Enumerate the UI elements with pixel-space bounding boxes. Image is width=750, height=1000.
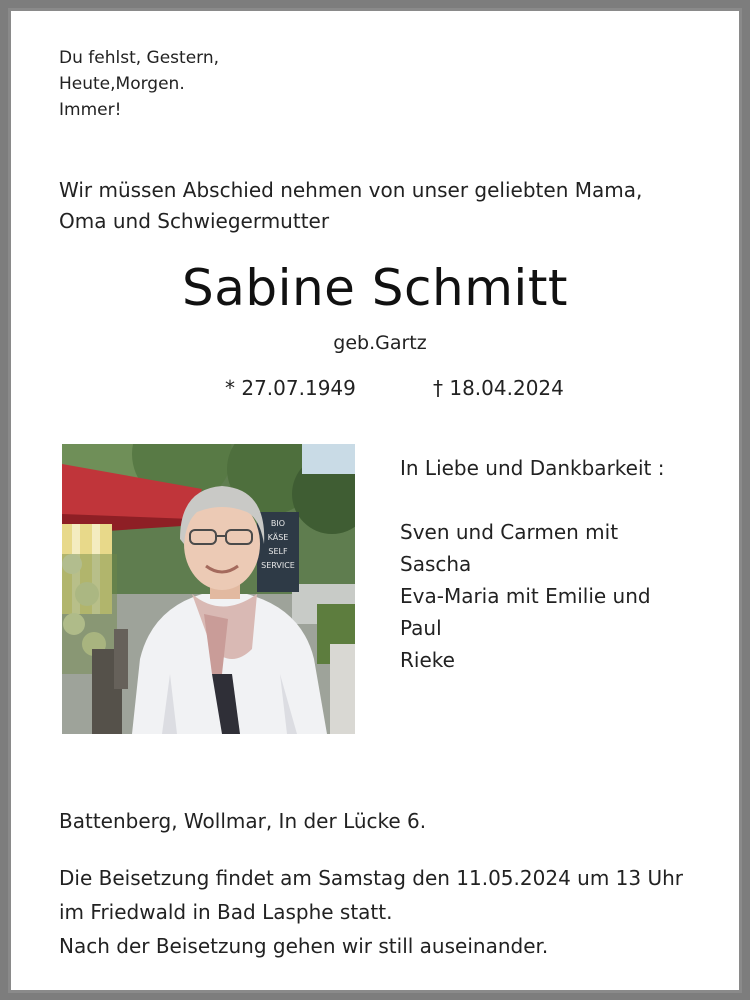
- portrait-photo: [62, 444, 355, 734]
- sign-text: KÄSE: [267, 533, 289, 542]
- quote-line: Heute,Morgen.: [59, 74, 185, 94]
- mourner-line: Sascha: [400, 552, 472, 576]
- funeral-line: im Friedwald in Bad Lasphe statt.: [59, 900, 393, 924]
- quote-line: Immer!: [59, 100, 122, 120]
- sign-text: SERVICE: [261, 561, 295, 570]
- birth-date: * 27.07.1949: [225, 376, 356, 400]
- sign-text: BIO: [270, 519, 286, 528]
- mourners-list: [400, 516, 651, 676]
- funeral-line: Die Beisetzung findet am Samstag den 11.05.2024 um 13 Uhr: [59, 866, 684, 890]
- dedication-heading: In Liebe und Dankbarkeit :: [400, 456, 665, 480]
- obituary-card: [8, 8, 742, 993]
- quote-line: Du fehlst, Gestern,: [59, 48, 220, 68]
- mourner-line: Sven und Carmen mit: [400, 520, 619, 544]
- opening-quote: [59, 45, 219, 123]
- address-line: Battenberg, Wollmar, In der Lücke 6.: [59, 809, 427, 833]
- sign-text: SELF: [268, 547, 288, 556]
- mourner-line: Eva-Maria mit Emilie und: [400, 584, 651, 608]
- mourner-line: Paul: [400, 616, 442, 640]
- death-date: † 18.04.2024: [433, 376, 564, 400]
- maiden-name: geb.Gartz: [333, 332, 427, 354]
- funeral-notice: [59, 861, 683, 963]
- intro-text: [59, 175, 642, 237]
- deceased-name: Sabine Schmitt: [181, 259, 569, 317]
- intro-line: Wir müssen Abschied nehmen von unser geliebten Mama,: [59, 178, 643, 202]
- funeral-line: Nach der Beisetzung gehen wir still auseinander.: [59, 934, 549, 958]
- mourner-line: Rieke: [400, 648, 455, 672]
- intro-line: Oma und Schwiegermutter: [59, 209, 330, 233]
